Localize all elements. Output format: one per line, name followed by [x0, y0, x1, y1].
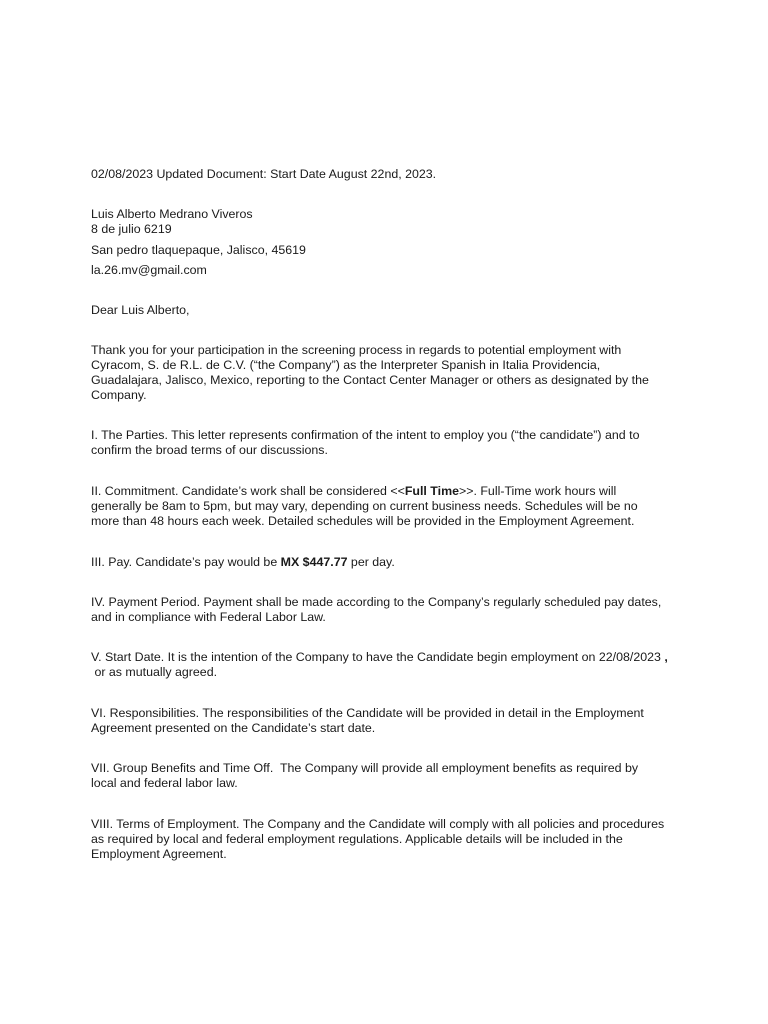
section-start-date: V. Start Date. It is the intention of the Company to have the Candidate begin employment on 22/08/2023 , or as mutually agreed. — [91, 650, 668, 679]
document-update-line: 02/08/2023 Updated Document: Start Date August 22nd, 2023. — [91, 167, 437, 181]
intro-paragraph: Thank you for your participation in the screening process in regards to potential employment with Cyracom, S. de R.L. de C.V. (“the Company”) as the Interpreter Spanish in Italia Providencia, Guadalajara, Jalisco, Mexico, reporting to the Contact Center Manager or others as designated by the Company. — [91, 343, 649, 402]
section-responsibilities: VI. Responsibilities. The responsibilities of the Candidate will be provided in detail in the Employment Agreement presented on the Candidate’s start date. — [91, 706, 644, 735]
pay-amount: MX $447.77 — [280, 555, 348, 569]
section-pay: III. Pay. Candidate’s pay would be MX $447.77 per day. — [91, 555, 395, 569]
recipient-email: la.26.mv@gmail.com — [91, 263, 207, 277]
recipient-city: San pedro tlaquepaque, Jalisco, 45619 — [91, 243, 306, 257]
recipient-street: 8 de julio 6219 — [91, 222, 172, 236]
section-commitment: II. Commitment. Candidate’s work shall be considered <<Full Time>>. Full-Time work hours will generally be 8am to 5pm, but may vary, depending on current business needs. Schedules will be no more than 48 hours each week. Detailed schedules will be provided in the Employment Agreement. — [91, 484, 638, 528]
salutation: Dear Luis Alberto, — [91, 303, 190, 317]
section-payment-period: IV. Payment Period. Payment shall be made according to the Company’s regularly scheduled pay dates, and in compliance with Federal Labor Law. — [91, 595, 662, 624]
section-terms: VIII. Terms of Employment. The Company and the Candidate will comply with all policies and procedures as required by local and federal employment regulations. Applicable details will be included in the Employment Agreement. — [91, 817, 665, 861]
section-parties: I. The Parties. This letter represents confirmation of the intent to employ you (“the candidate”) and to confirm the broad terms of our discussions. — [91, 428, 640, 457]
section-benefits: VII. Group Benefits and Time Off. The Company will provide all employment benefits as required by local and federal labor law. — [91, 761, 639, 790]
employment-type: Full Time — [404, 484, 459, 498]
recipient-name: Luis Alberto Medrano Viveros — [91, 207, 253, 221]
recipient-address-block — [91, 207, 691, 278]
